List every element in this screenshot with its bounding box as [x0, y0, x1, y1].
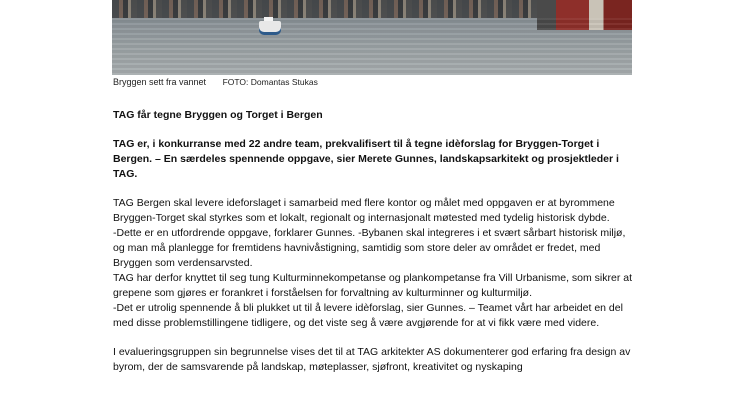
article-headline: TAG får tegne Bryggen og Torget i Bergen [113, 109, 323, 121]
paragraph-3: TAG har derfor knyttet til seg tung Kulturminnekompetanse og plankompetanse fra Vill Urbanisme, som sikrer at grepene som gjøres er forankret i forståelsen for forvaltning av kulturminner og kulturmiljø. [113, 272, 633, 299]
harbor-photo [112, 0, 632, 75]
photo-caption [113, 77, 318, 87]
paragraph-5: I evalueringsgruppen sin begrunnelse vises det til at TAG arkitekter AS dokumenterer god erfaring fra design av byrom, der de samsvarende på landskap, møteplasser, sjøfront, kreativitet og nyskaping [113, 346, 631, 373]
caption-text: Bryggen sett fra vannet [113, 77, 207, 87]
boat-icon [259, 21, 281, 32]
paragraph-1: TAG Bergen skal levere ideforslaget i samarbeid med flere kontor og målet med oppgaven er at byrommene Bryggen-Torget skal styrkes som et lokalt, regionalt og internasjonalt møtested med tydelig historisk dybde. [113, 197, 615, 224]
article-lead: TAG er, i konkurranse med 22 andre team, prekvalifisert til å tegne idèforslag for Bryggen-Torget i Bergen. – En særdeles spennende oppgave, sier Merete Gunnes, landskapsarkitekt og prosjektleder i TAG. [113, 138, 619, 180]
photo-credit: FOTO: Domantas Stukas [222, 77, 318, 87]
paragraph-4: -Det er utrolig spennende å bli plukket ut til å levere idèforslag, sier Gunnes. – Teamet vårt har arbeidet en del med disse problemstillingene tidligere, og det viste seg å være avgjørende for at vi fikk være med videre. [113, 302, 623, 329]
article-body [113, 108, 633, 375]
water-surface [112, 18, 632, 75]
paragraph-2: -Dette er en utfordrende oppgave, forklarer Gunnes. -Bybanen skal integreres i et svært sårbart historisk miljø, og man må planlegge for fremtidens havnivåstigning, samtidig som store deler av området er fredet, med Bryggen som verdensarvsted. [113, 227, 626, 269]
